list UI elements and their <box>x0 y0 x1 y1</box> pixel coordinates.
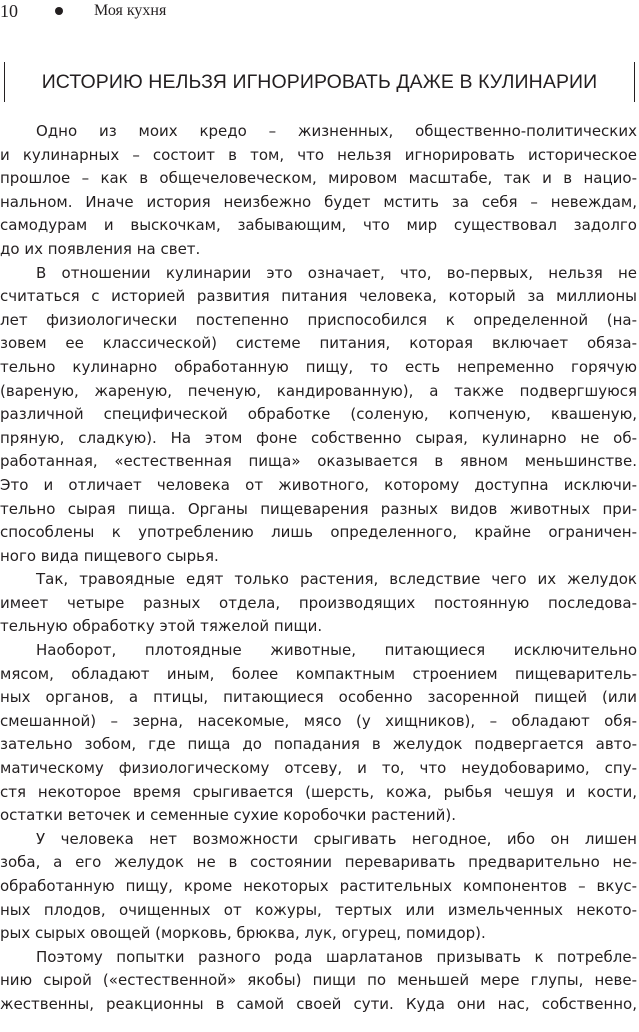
text-line: способлены к употреблению лишь определенного, крайне ограничен- <box>0 523 637 542</box>
text-line: прошлое – как в общечеловеческом, мировом масштабе, так и в нацио- <box>0 169 637 188</box>
text-line: считаться с историей развития питания человека, который за миллионы <box>0 287 637 306</box>
text-line: (вареную, жареную, печеную, кандированную), а также подвергшуюся <box>0 381 637 400</box>
text-line: смешанной) – зерна, насекомые, мясо (у хищников), – обладают обя- <box>0 711 637 730</box>
text-line: лет физиологически постепенно приспособился к определенной (на- <box>0 310 637 329</box>
text-line: Поэтому попытки разного рода шарлатанов призывать к потребле- <box>36 947 637 966</box>
text-line: обработанную пищу, кроме некоторых растительных компонентов – вкус- <box>0 877 637 895</box>
text-line: Наоборот, плотоядные животные, питающиеся исключительно <box>36 641 637 660</box>
text-line: зательно зобом, где пища до попадания в желудок подвергается авто- <box>0 735 637 754</box>
page-number: 10 <box>0 1 18 21</box>
text-line: тельную обработку этой тяжелой пищи. <box>0 617 323 636</box>
text-line: ных плодов, очищенных от кожуры, тертых или измельченных некото- <box>0 900 637 919</box>
text-line: пряную, сладкую). На этом фоне собственно сырая, кулинарно не об- <box>0 428 637 447</box>
text-line: мясом, обладают иным, более компактным строением пищеваритель- <box>0 664 637 683</box>
text-line: Это и отличает человека от животного, которому доступна исключи- <box>0 475 637 494</box>
text-line: ного вида пищевого сырья. <box>0 546 219 565</box>
text-line: работанная, «естественная пища» оказывается в явном меньшинстве. <box>0 452 637 471</box>
text-line: Так, травоядные едят только растения, вследствие чего их желудок <box>36 570 637 589</box>
text-line: различной специфической обработке (соленую, копченую, квашеную, <box>0 405 637 424</box>
text-line: остатки веточек и семенные сухие коробочки растений). <box>0 806 456 825</box>
bullet-separator <box>55 7 63 15</box>
text-line: матическому физиологическому отсеву, и то, что неудобоваримо, спу- <box>0 759 637 778</box>
text-line: тельно сырая пища. Органы пищеварения разных видов животных при- <box>0 499 637 518</box>
text-line: Одно из моих кредо – жизненных, общественно-политических <box>36 122 637 140</box>
chapter-title: ИСТОРИЮ НЕЛЬЗЯ ИГНОРИРОВАТЬ ДАЖЕ В КУЛИНАРИИ <box>41 70 598 93</box>
text-line: нию сырой («естественной» якобы) пищи по меньшей мере глупы, неве- <box>0 971 637 990</box>
text-line: У человека нет возможности срыгивать негодное, ибо он лишен <box>36 829 637 848</box>
text-line: стя некоторое время срыгивается (шерсть, кожа, рыбья чешуя и кости, <box>0 782 637 801</box>
text-line: до их появления на свет. <box>0 239 201 258</box>
text-line: самодурам и выскочкам, забывающим, что мир существовал задолго <box>0 216 637 235</box>
text-line: тельно кулинарно обработанную пищу, то есть непременно горячую <box>0 357 637 376</box>
text-line: рых сырых овощей (морковь, брюква, лук, огурец, помидор). <box>0 924 486 943</box>
text-line: нальном. Иначе история неизбежно будет мстить за себя – невеждам, <box>0 192 637 211</box>
body-text <box>0 120 637 1017</box>
text-line: жественны, реакционны в самой своей сути. Куда они нас, собственно, <box>0 994 637 1013</box>
text-line: В отношении кулинарии это означает, что, во-первых, нельзя не <box>36 263 637 282</box>
text-line: зоба, а его желудок не в состоянии переваривать предварительно не- <box>0 853 637 872</box>
text-line: зовем ее классической) системе питания, которая включает обяза- <box>0 334 637 353</box>
text-line: ных органов, а птицы, питающиеся особенно засоренной пищей (или <box>0 688 637 707</box>
chapter-heading-box <box>4 62 635 102</box>
text-line: и кулинарных – состоит в том, что нельзя игнорировать историческое <box>0 145 637 164</box>
running-head <box>0 0 166 22</box>
book-title: Моя кухня <box>94 2 167 19</box>
text-line: имеет четыре разных отдела, производящих постоянную последова- <box>0 593 637 612</box>
